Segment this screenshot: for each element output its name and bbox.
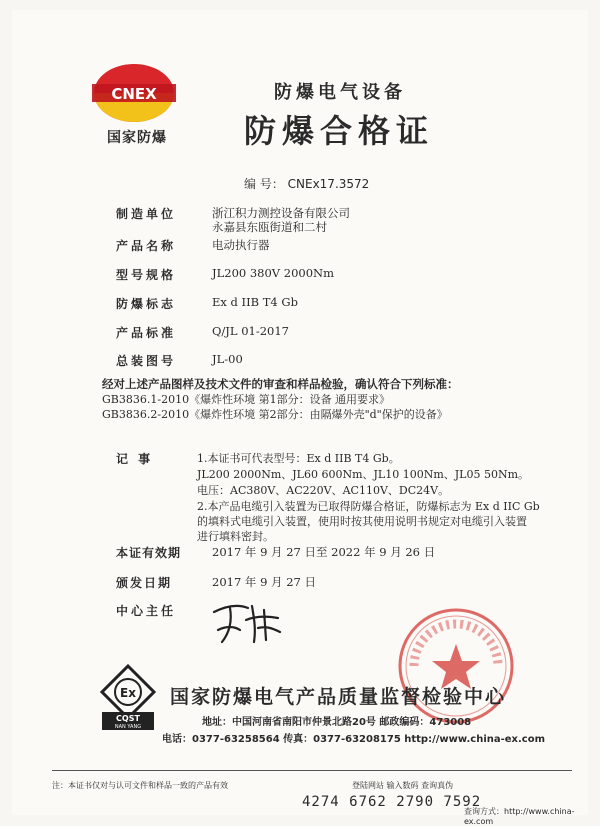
director-label: 中心主任 — [116, 604, 177, 618]
footer-query: 查询方式：http://www.china-ex.com — [464, 807, 575, 826]
validity-value: 2017 年 9 月 27 日至 2022 年 9 月 26 日 — [212, 545, 436, 559]
footer-login: 登陆网站 输入数码 查询真伪 — [352, 781, 454, 790]
cqst-ex-text: Ex — [120, 686, 136, 700]
page-title: 防爆合格证 — [244, 112, 435, 150]
ex-marking-value: Ex d IIB T4 Gb — [212, 295, 298, 309]
logo-subtitle: 国家防爆 — [107, 130, 167, 146]
manufacturer-value: 浙江积力测控设备有限公司 — [212, 206, 350, 220]
footer-divider — [52, 770, 572, 771]
product-standard-label: 产品标准 — [116, 326, 177, 340]
note-line: 进行填料密封。 — [197, 530, 274, 543]
product-standard-value: Q/JL 01-2017 — [212, 324, 289, 338]
standard-item: GB3836.2-2010《爆炸性环境 第2部分：由隔爆外壳"d"保护的设备》 — [102, 408, 448, 421]
logo-text: CNEX — [111, 85, 157, 103]
cqst-city-text: NAN YANG — [114, 724, 142, 730]
certificate-number: 编 号： CNEx17.3572 — [244, 177, 370, 191]
cnex-logo — [92, 62, 176, 124]
testing-center-name: 国家防爆电气产品质量监督检验中心 — [170, 686, 507, 708]
product-name-label: 产品名称 — [116, 239, 177, 253]
anti-counterfeit-serial: 4274 6762 2790 7592 — [302, 794, 482, 810]
standard-item: GB3836.1-2010《爆炸性环境 第1部分：设备 通用要求》 — [102, 393, 391, 406]
issue-date-label: 颁发日期 — [116, 576, 173, 590]
validity-label: 本证有效期 — [116, 546, 182, 560]
issue-date-value: 2017 年 9 月 27 日 — [212, 575, 316, 589]
director-signature — [208, 598, 288, 648]
note-line: 的填料式电缆引入装置，使用时按其使用说明书规定对电缆引入装置 — [197, 515, 527, 528]
center-contact: 电话：0377-63258564 传真：0377-63208175 http://www.china-ex.com — [162, 734, 546, 745]
manufacturer-address: 永嘉县东瓯街道和二村 — [212, 220, 327, 234]
product-name-value: 电动执行器 — [212, 238, 270, 252]
compliance-statement: 经对上述产品图样及技术文件的审查和样品检验，确认符合下列标准： — [102, 377, 459, 391]
certificate-category: 防爆电气设备 — [274, 82, 406, 103]
certificate-sheet — [12, 10, 588, 826]
assembly-drawing-label: 总装图号 — [116, 354, 177, 368]
center-address: 地址：中国河南省南阳市仲景北路20号 邮政编码：473008 — [202, 717, 472, 728]
model-value: JL200 380V 2000Nm — [212, 266, 334, 280]
note-line: 电压：AC380V、AC220V、AC110V、DC24V。 — [197, 484, 450, 497]
notes-label: 记 事 — [116, 452, 154, 466]
ex-marking-label: 防爆标志 — [116, 297, 177, 311]
assembly-drawing-value: JL-00 — [212, 352, 243, 366]
cqst-logo — [100, 664, 156, 732]
footer-note: 注：本证书仅对与认可文件和样品一致的产品有效 — [52, 781, 228, 790]
note-line: 2.本产品电缆引入装置为已取得防爆合格证，防爆标志为 Ex d IIC Gb — [197, 500, 540, 513]
note-line: JL200 2000Nm、JL60 600Nm、JL10 100Nm、JL05 50Nm。 — [197, 468, 530, 481]
model-label: 型号规格 — [116, 268, 177, 282]
note-line: 1.本证书可代表型号：Ex d IIB T4 Gb。 — [197, 452, 400, 465]
manufacturer-label: 制造单位 — [116, 207, 177, 221]
cqst-name-text: CQST — [116, 714, 140, 723]
